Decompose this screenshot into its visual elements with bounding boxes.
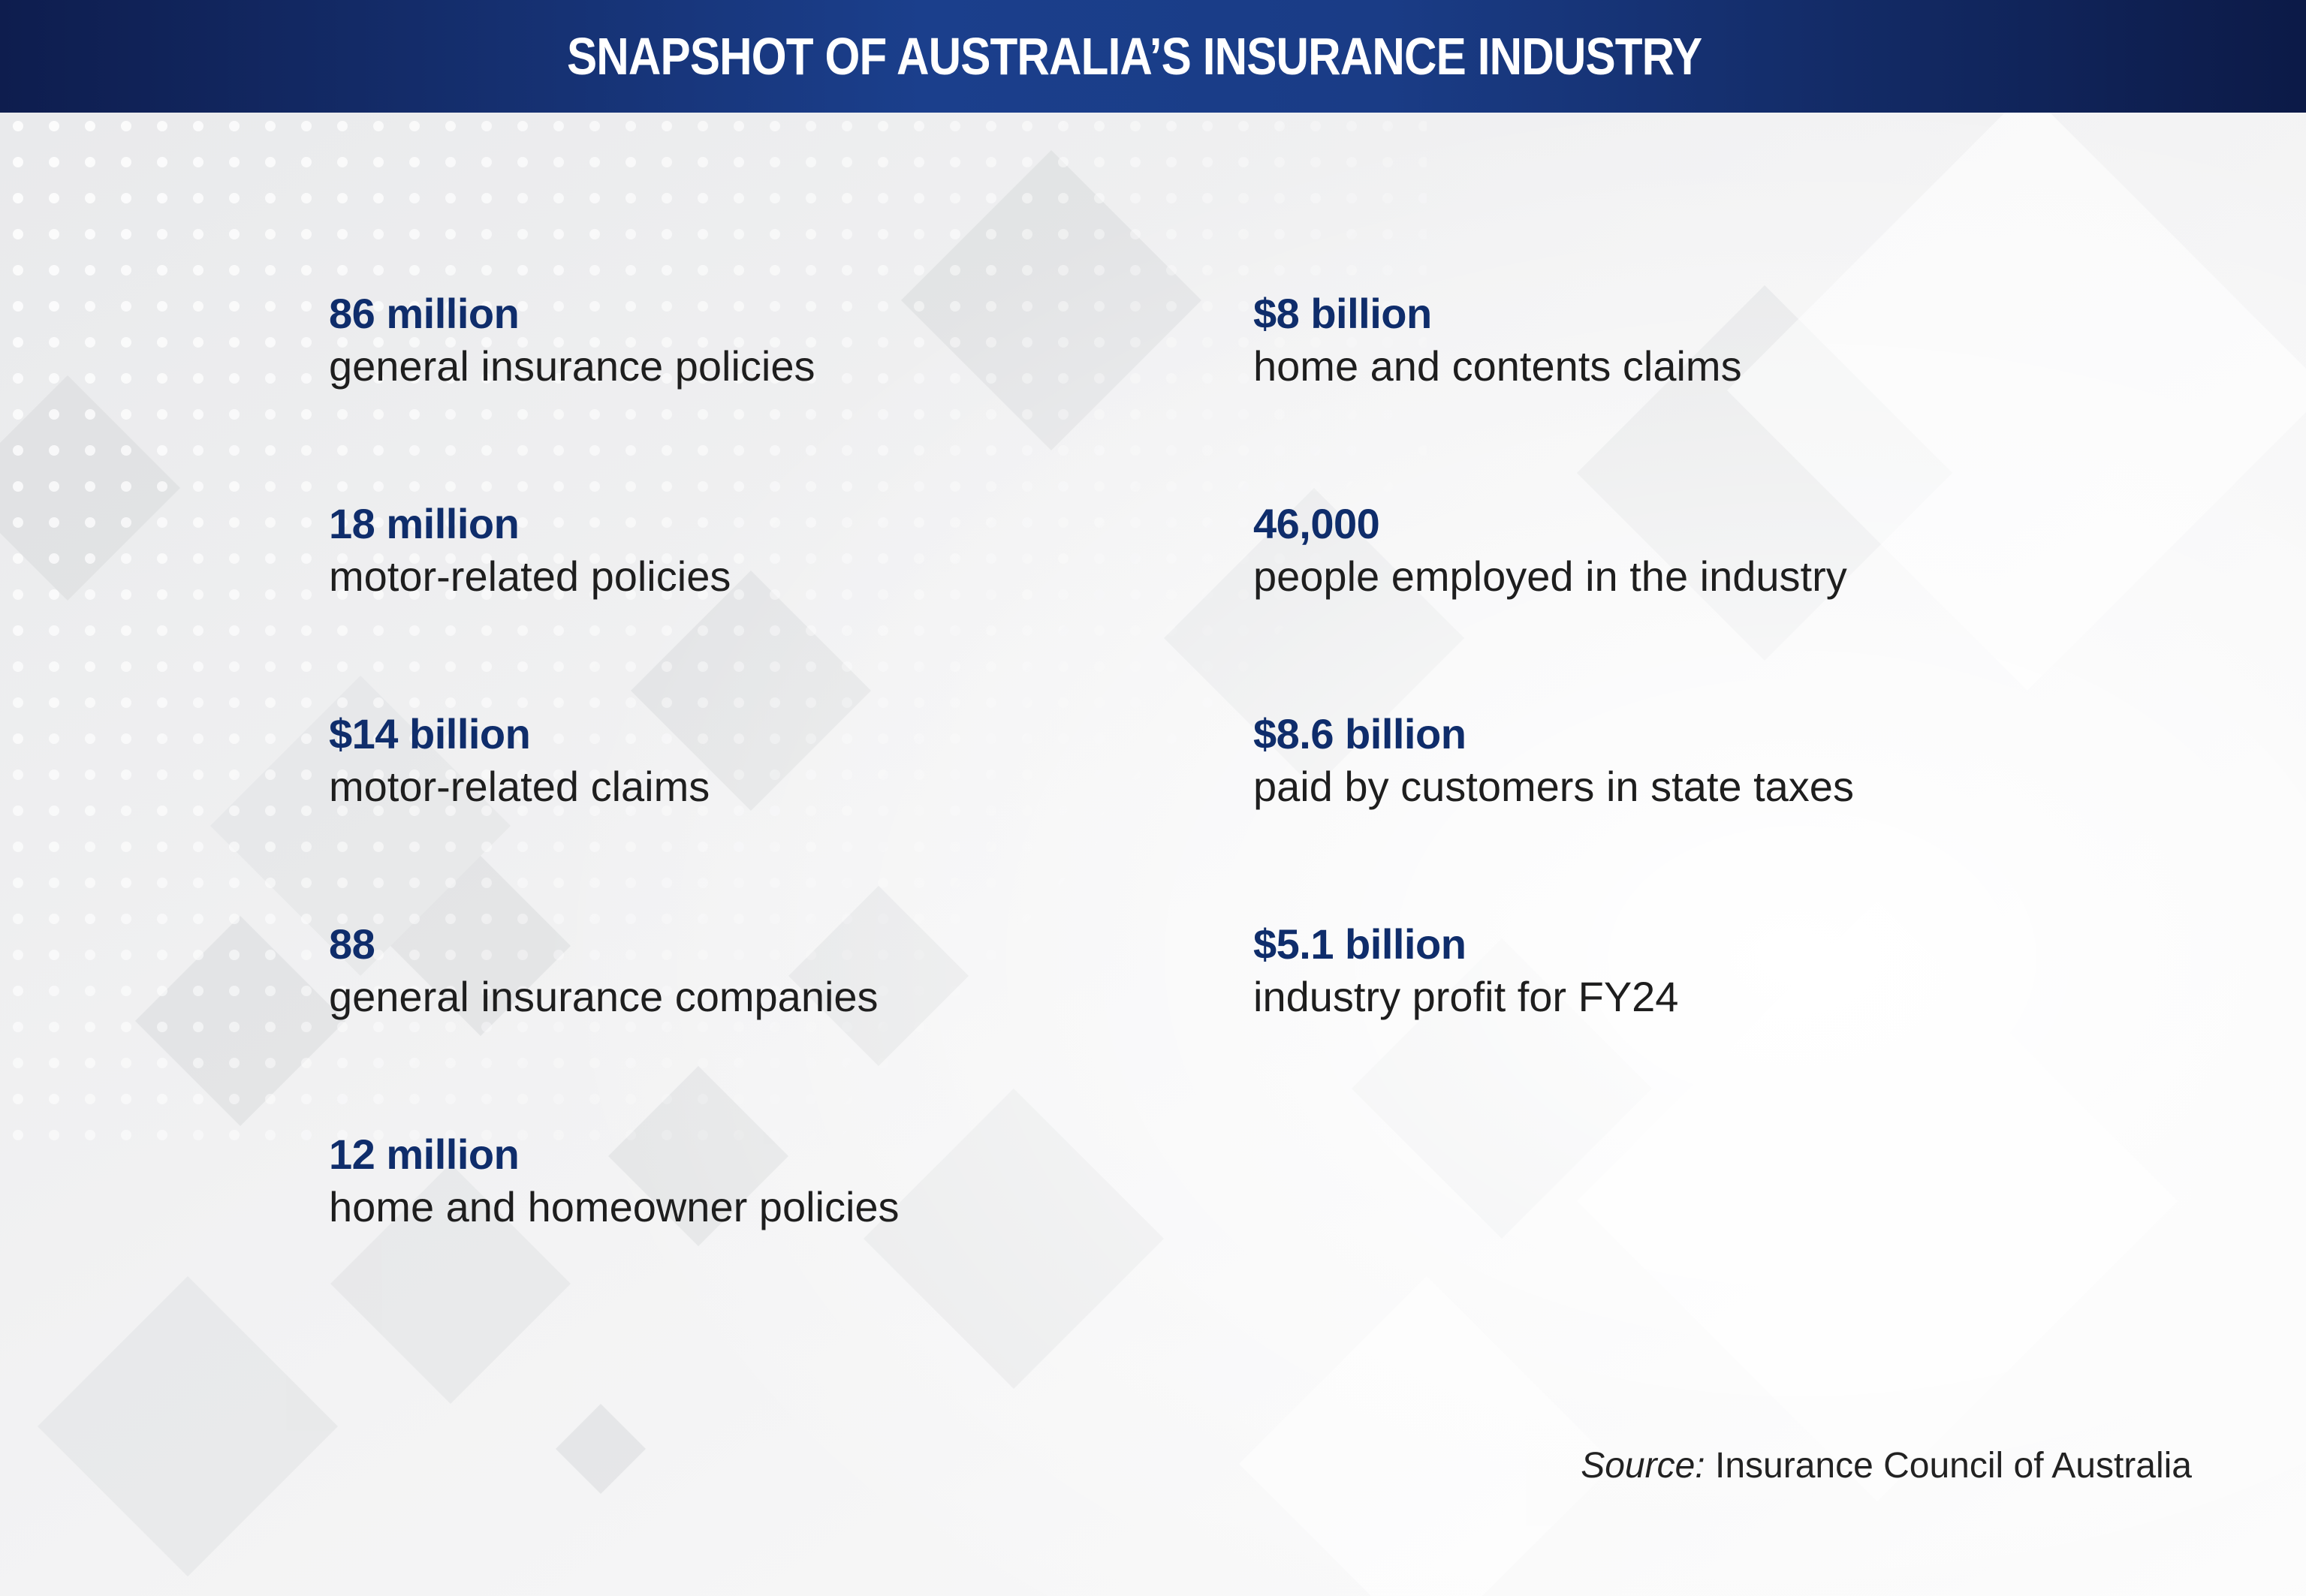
source-prefix: Source: (1581, 1446, 1705, 1486)
header-banner (0, 0, 2306, 113)
stat-label: home and contents claims (1253, 342, 1742, 390)
source-note (1581, 1445, 2192, 1486)
stat-insurance-companies (329, 918, 879, 1023)
stat-value: $8.6 billion (1253, 710, 1466, 757)
stat-motor-claims (329, 708, 710, 813)
stat-label: motor-related policies (329, 553, 731, 600)
stat-label: paid by customers in state taxes (1253, 763, 1854, 810)
stat-label: home and homeowner policies (329, 1183, 900, 1230)
stat-motor-policies (329, 498, 731, 603)
stat-general-policies (329, 288, 815, 393)
stat-value: 86 million (329, 290, 520, 337)
stat-state-taxes (1253, 708, 1854, 813)
stat-home-policies (329, 1128, 900, 1233)
stat-value: 46,000 (1253, 500, 1380, 547)
stat-value: $14 billion (329, 710, 531, 757)
stat-value: 18 million (329, 500, 520, 547)
stat-label: industry profit for FY24 (1253, 973, 1679, 1020)
stat-value: 12 million (329, 1131, 520, 1178)
page-title: SNAPSHOT OF AUSTRALIA’S INSURANCE INDUSTRY (566, 27, 1702, 86)
stat-value: 88 (329, 920, 375, 968)
stat-value: $5.1 billion (1253, 920, 1466, 968)
stat-employment (1253, 498, 1847, 603)
stat-value: $8 billion (1253, 290, 1432, 337)
stat-label: general insurance companies (329, 973, 879, 1020)
stat-label: motor-related claims (329, 763, 710, 810)
source-text: Insurance Council of Australia (1714, 1446, 2192, 1486)
stat-industry-profit (1253, 918, 1678, 1023)
stat-label: general insurance policies (329, 342, 815, 390)
stat-home-claims (1253, 288, 1742, 393)
stat-label: people employed in the industry (1253, 553, 1847, 600)
